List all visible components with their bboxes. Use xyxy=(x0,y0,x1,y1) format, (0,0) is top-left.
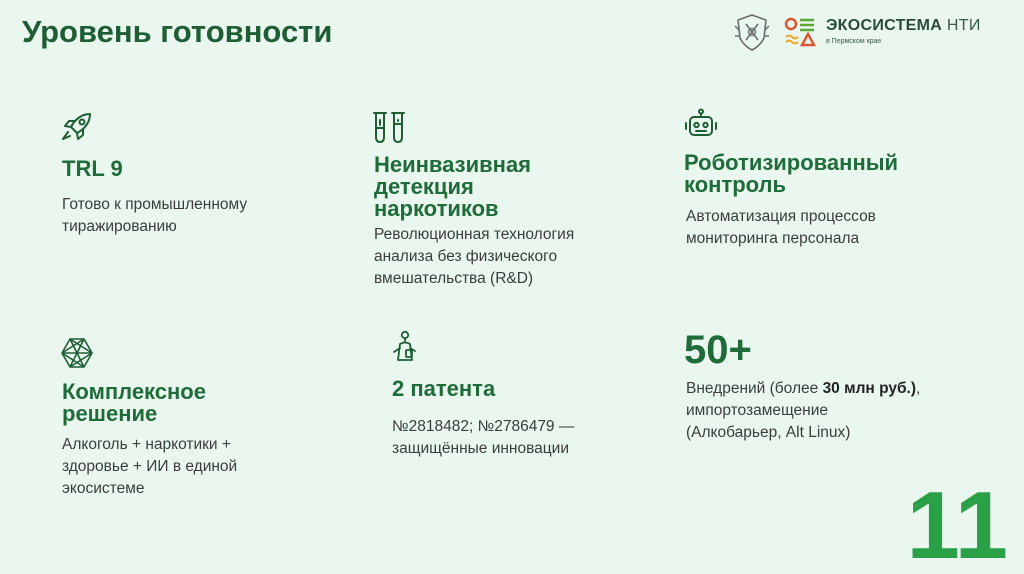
card-description xyxy=(686,206,996,250)
card-heading xyxy=(684,152,994,196)
person-badge-icon xyxy=(390,330,420,366)
card-description xyxy=(392,416,672,460)
desc-line: №2818482; №2786479 — xyxy=(392,418,575,435)
page-title: Уровень готовности xyxy=(22,14,333,49)
heading-line: Комплексное xyxy=(62,379,206,404)
card-description xyxy=(374,224,664,290)
heading-line: TRL 9 xyxy=(62,156,123,181)
test-tubes-icon xyxy=(372,110,406,144)
card-heading xyxy=(392,378,672,400)
desc-bold: 30 млн руб.) xyxy=(822,380,917,397)
desc-line: Готово к промышленному xyxy=(62,196,248,213)
heading-line: Неинвазивная xyxy=(374,152,532,177)
desc-line: мониторинга персонала xyxy=(686,230,860,247)
logo-title xyxy=(826,17,981,35)
logo xyxy=(728,10,1008,54)
heading-line: контроль xyxy=(684,172,787,197)
card-description xyxy=(62,194,342,238)
desc-line xyxy=(686,378,1006,400)
heading-line: решение xyxy=(62,401,158,426)
desc-line: Автоматизация процессов xyxy=(686,208,876,225)
desc-line: тиражированию xyxy=(62,218,177,235)
card-heading xyxy=(62,381,342,425)
heading-line: детекция xyxy=(374,174,474,199)
card-heading xyxy=(62,158,342,180)
desc-line: экосистеме xyxy=(62,480,145,497)
desc-text: , xyxy=(916,380,921,397)
heading-line: Роботизированный xyxy=(684,150,899,175)
heading-line: наркотиков xyxy=(374,196,499,221)
ecosystem-logo-icon xyxy=(784,16,820,48)
card-heading xyxy=(374,154,664,220)
desc-line: импортозамещение xyxy=(686,402,829,419)
desc-line: Алкоголь + наркотики + xyxy=(62,436,231,453)
desc-line: вмешательства (R&D) xyxy=(374,270,534,287)
card-description xyxy=(62,434,342,500)
network-icon xyxy=(60,336,94,370)
desc-line: Революционная технология xyxy=(374,226,575,243)
heading-line: 2 патента xyxy=(392,376,496,401)
desc-line: защищённые инновации xyxy=(392,440,569,457)
robot-icon xyxy=(684,108,718,142)
desc-text: Внедрений (более xyxy=(686,380,823,397)
page-number: 11 xyxy=(906,472,1008,574)
card-description xyxy=(686,378,1006,444)
rocket-icon xyxy=(60,110,94,144)
logo-name-bold: ЭКОСИСТЕМА xyxy=(826,17,943,34)
desc-line: анализа без физического xyxy=(374,248,558,265)
logo-name-light: НТИ xyxy=(946,17,981,34)
desc-line: (Алкобарьер, Alt Linux) xyxy=(686,424,851,441)
logo-subtitle: в Пермском крае xyxy=(826,38,882,45)
desc-line: здоровье + ИИ в единой xyxy=(62,458,238,475)
crest-icon xyxy=(732,12,772,52)
deployments-count: 50+ xyxy=(684,328,752,372)
